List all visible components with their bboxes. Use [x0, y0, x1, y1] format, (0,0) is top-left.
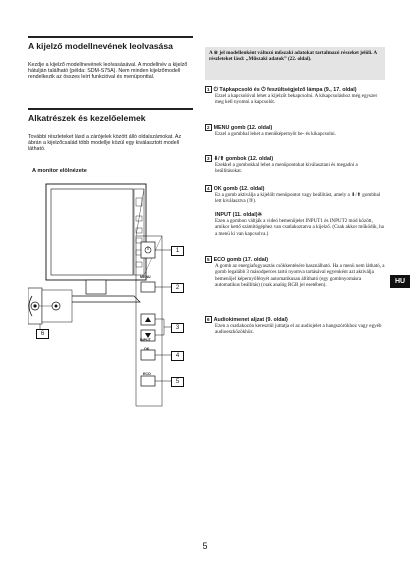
heading2-rule — [28, 108, 193, 110]
item-num: 1 — [207, 87, 210, 92]
item-head: INPUT (11. oldal)※ — [215, 212, 263, 218]
item-num: 4 — [207, 186, 210, 191]
callout-1: 1 — [171, 246, 184, 256]
heading-parts-controls: Alkatrészek és kezelőelemek — [28, 113, 146, 123]
spec-note-box: A ※ jel modellenként változó műszaki adatokat tartalmazó részeket jelöli. A részleteket lásd: „Műszaki adatok” (22. oldal). — [205, 47, 385, 80]
item-head: ECO gomb (17. oldal) — [213, 257, 269, 263]
paragraph-model-name: Kezdje a kijelző modellnevének leolvasásával. A modellnév a kijelző hátulján található (példa: SDM-S75A). Nem minden kijelzőmodell rendelkezik az összes leírt funkcióval és menüponttal. — [28, 62, 188, 81]
item-body: Ez a gomb aktiválja a kijelölt menüpontot vagy beállítást, amely a ⬇/⬆ gombbal lett kiválasztva (③). — [215, 192, 381, 205]
item-audio — [205, 316, 385, 336]
paragraph-parts: További részleteket lásd a zárójelek között álló oldalszámokat. Az ábrán a kijelzőcsalád több modellje közül egy kiválasztott modell látható. — [28, 134, 182, 153]
item-head: ⬇/⬆ gombok (12. oldal) — [213, 156, 274, 162]
subheading-front-view: A monitor elölnézete — [32, 168, 87, 174]
label-input: INPUT — [140, 338, 151, 342]
page-number: 5 — [202, 541, 208, 551]
label-menu: MENU — [140, 275, 151, 279]
item-ok — [205, 185, 385, 205]
item-head: OK gomb (12. oldal) — [213, 186, 265, 192]
item-head: MENU gomb (12. oldal) — [213, 125, 273, 131]
callout-3: 3 — [171, 323, 184, 333]
language-tab: HU — [390, 275, 410, 288]
callout-6: 6 — [36, 329, 49, 339]
item-num: 6 — [207, 317, 210, 322]
callout-4: 4 — [171, 351, 184, 361]
monitor-front-diagram — [28, 178, 198, 408]
heading1-rule — [28, 36, 193, 38]
label-ok: OK — [144, 347, 150, 351]
item-body: Ezen a csatlakozón keresztül juttatja el az audiojelet a hangszórókhoz vagy egyéb audioeszközökhöz. — [215, 323, 382, 336]
item-power — [205, 86, 385, 106]
callout-2: 2 — [171, 283, 184, 293]
item-body: Ezekkel a gombokkal lehet a menüpontokat kiválasztani és megadni a beállításokat. — [215, 162, 358, 175]
item-eco — [205, 256, 385, 288]
item-head: ⏻ Tápkapcsoló és ⏻ feszültségjelző lámpa (9., 17. oldal) — [213, 87, 357, 93]
item-body: Ezen a gombon váltják a videó bemenőjelet INPUT1 és INPUT2 mód között, amikor kettő számítógéphez van csatlakoztatva a kijelző. (Csak akkor működik, ha a menü ki van kapcsolva.) — [215, 218, 384, 237]
item-num: 2 — [207, 125, 210, 130]
item-head: Audiokimenet aljzat (9. oldal) — [213, 317, 288, 323]
item-body: Ezzel a kapcsolóval lehet a kijelzőt bekapcsolni. A kikapcsoláshoz még egyszer meg kell nyomni a kapcsolót. — [215, 93, 378, 106]
heading-model-name: A kijelző modellnevének leolvasása — [28, 41, 173, 51]
label-eco: ECO — [143, 372, 151, 376]
item-body: Ezzel a gombbal lehet a menüképernyőt be- és kikapcsolni. — [215, 131, 336, 138]
item-num: 5 — [207, 257, 210, 262]
item-body: A gomb az energiafogyasztás csökkentésére használható. Ha a menü nem látható, a gomb legalább 3 másodperces tartó nyomva tartásával egyenként azt aktiválja bemenőjel képernyőfényét automatikusan állítható (egy gombnyomásra automatikus beállítás) (csak analóg RGB jel esetében). — [215, 263, 385, 288]
item-menu — [205, 124, 385, 137]
callout-5: 5 — [171, 377, 184, 387]
item-arrows — [205, 155, 385, 175]
item-input — [205, 212, 385, 237]
item-num: 3 — [207, 156, 210, 161]
